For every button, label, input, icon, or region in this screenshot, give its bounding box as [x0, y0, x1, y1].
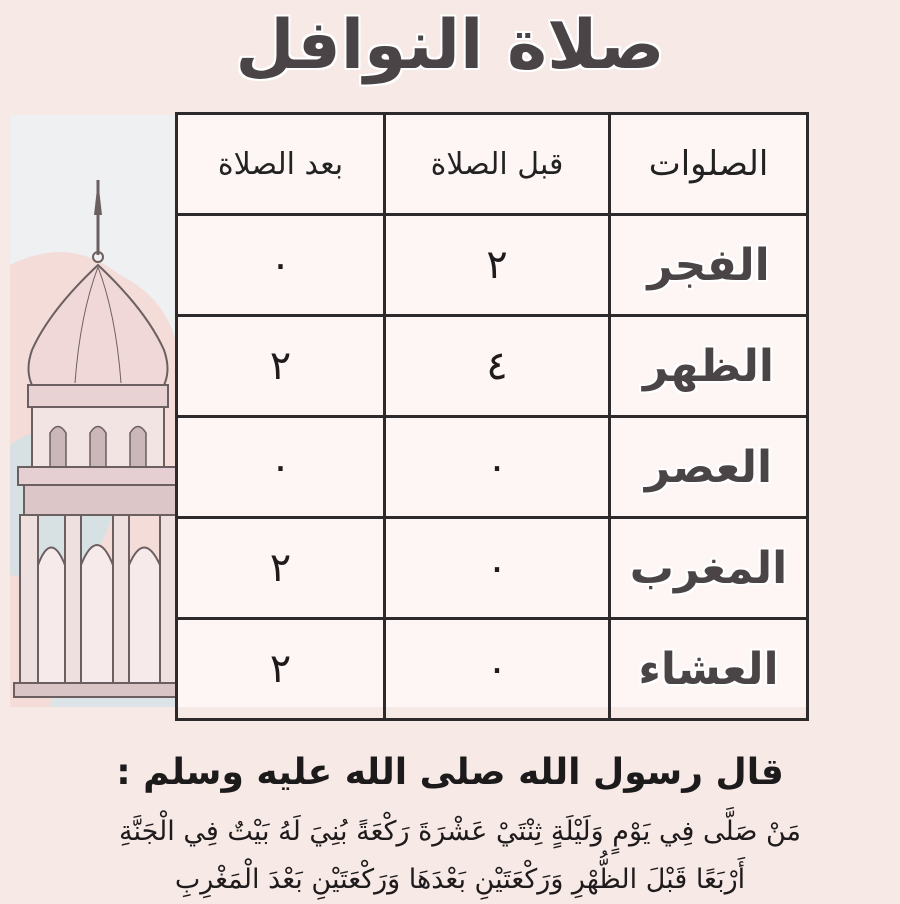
- nawafil-table: [175, 112, 809, 707]
- prayer-name: العصر: [610, 417, 808, 518]
- header-prayers: الصلوات: [610, 114, 808, 215]
- before-count: ٤: [385, 316, 610, 417]
- table-row: [177, 518, 808, 619]
- prayer-name: الفجر: [610, 215, 808, 316]
- after-count: ٢: [177, 619, 385, 720]
- hadith-text: مَنْ صَلَّى فِي يَوْمٍ وَلَيْلَةٍ ثِنْتَيْ عَشْرَةَ رَكْعَةً بُنِيَ لَهُ بَيْتٌ فِي الْجَنَّةِ أَرْبَعًا قَبْلَ الظُّهْرِ وَرَكْعَتَيْنِ بَعْدَهَا وَرَكْعَتَيْنِ بَعْدَ الْمَغْرِبِ: [119, 816, 801, 895]
- table-row: [177, 417, 808, 518]
- table-row: [177, 619, 808, 720]
- table-header-row: [177, 114, 808, 215]
- mosque-icon: [10, 115, 180, 707]
- after-count: ٠: [177, 215, 385, 316]
- prayer-name: المغرب: [610, 518, 808, 619]
- after-count: ٢: [177, 316, 385, 417]
- prayer-name: الظهر: [610, 316, 808, 417]
- after-count: ٢: [177, 518, 385, 619]
- prayer-name: العشاء: [610, 619, 808, 720]
- page-title: صلاة النوافل: [235, 6, 665, 85]
- table-row: [177, 316, 808, 417]
- hadith-intro: قال رسول الله صلى الله عليه وسلم :: [116, 752, 784, 793]
- after-count: ٠: [177, 417, 385, 518]
- before-count: ٠: [385, 417, 610, 518]
- header-after: بعد الصلاة: [177, 114, 385, 215]
- before-count: ٢: [385, 215, 610, 316]
- before-count: ٠: [385, 518, 610, 619]
- before-count: ٠: [385, 619, 610, 720]
- header-before: قبل الصلاة: [385, 114, 610, 215]
- table-row: [177, 215, 808, 316]
